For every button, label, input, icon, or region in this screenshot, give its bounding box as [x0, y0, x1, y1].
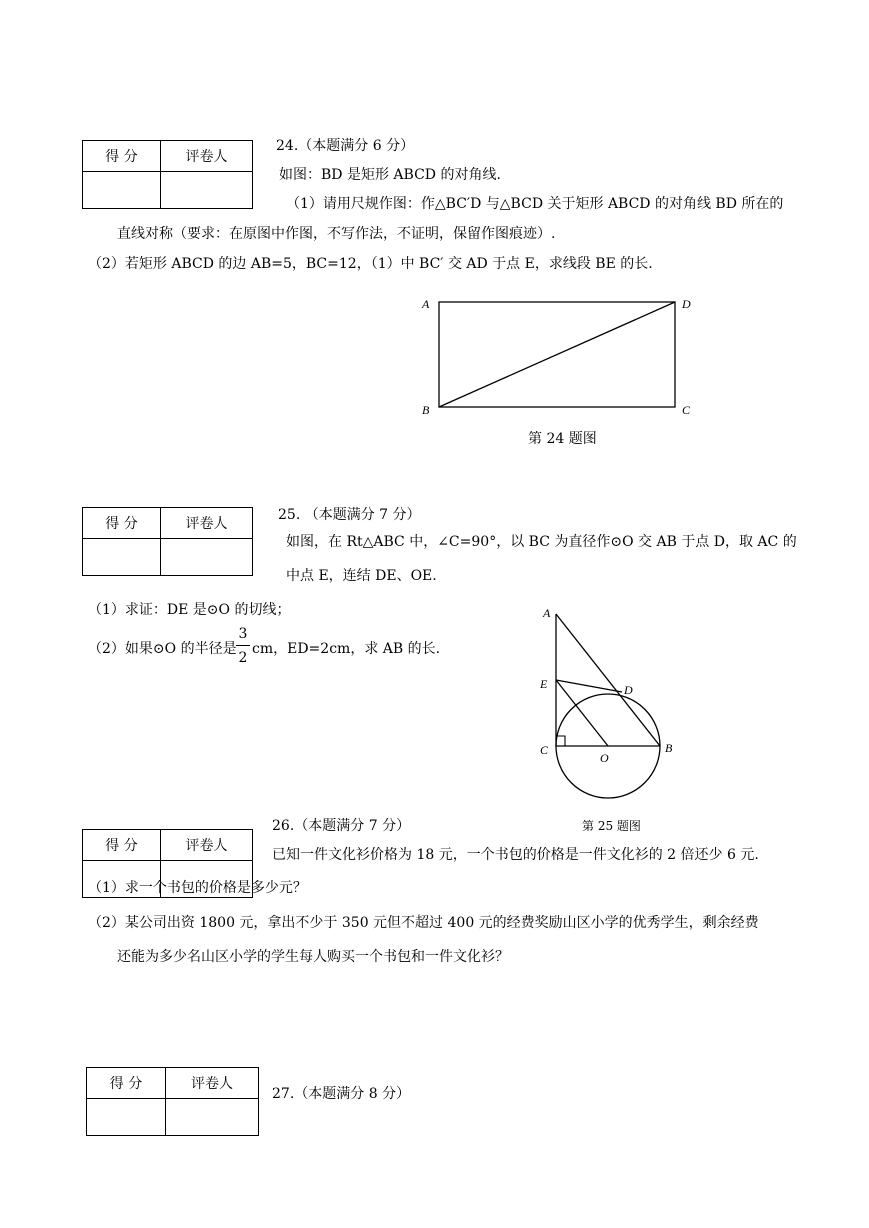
point-label-e: E	[540, 677, 548, 691]
point-label-o: O	[600, 751, 609, 765]
q24-header: 24.（本题满分 6 分）	[276, 138, 415, 154]
q25-part1: （1）求证：DE 是⊙O 的切线；	[88, 602, 291, 618]
grader-cell[interactable]	[161, 539, 253, 576]
point-label-d: D	[682, 297, 691, 311]
score-cell[interactable]	[83, 539, 161, 576]
fraction-bar	[236, 645, 250, 646]
score-header: 得 分	[83, 141, 161, 172]
fraction-denominator: 2	[238, 650, 248, 666]
q25-part2-post: cm，ED=2cm，求 AB 的长.	[252, 641, 441, 657]
score-header: 得 分	[83, 830, 161, 861]
score-header: 得 分	[87, 1068, 166, 1099]
score-header: 得 分	[83, 508, 161, 539]
q25-line1: 如图，在 Rt△ABC 中，∠C=90°，以 BC 为直径作⊙O 交 AB 于点 D，取 AC 的	[286, 534, 797, 550]
point-label-b: B	[665, 741, 673, 755]
fraction-numerator: 3	[238, 626, 248, 642]
point-label-b: B	[422, 403, 430, 417]
q24-line4: （2）若矩形 ABCD 的边 AB=5，BC=12，（1）中 BC′ 交 AD 于点 E，求线段 BE 的长.	[88, 256, 653, 272]
diagonal-bd	[439, 302, 675, 407]
point-label-a: A	[422, 297, 430, 311]
grader-header: 评卷人	[166, 1068, 259, 1099]
score-table-q24	[82, 140, 253, 209]
q25-figure	[530, 600, 690, 810]
grader-header: 评卷人	[161, 830, 253, 861]
q26-line1: 已知一件文化衫价格为 18 元，一个书包的价格是一件文化衫的 2 倍还少 6 元.	[272, 847, 759, 863]
q24-figure	[410, 290, 710, 450]
score-table-q25	[82, 507, 253, 576]
point-label-a: A	[543, 606, 551, 620]
q25-figure-caption: 第 25 题图	[582, 819, 641, 833]
q26-part2-line1: （2）某公司出资 1800 元，拿出不少于 350 元但不超过 400 元的经费奖励山区小学的优秀学生，剩余经费	[88, 915, 759, 931]
point-label-c: C	[682, 403, 691, 417]
q24-line3: 直线对称（要求：在原图中作图，不写作法，不证明，保留作图痕迹）.	[117, 226, 556, 242]
q24-line2: （1）请用尺规作图：作△BC′D 与△BCD 关于矩形 ABCD 的对角线 BD 所在的	[286, 196, 784, 212]
grader-cell[interactable]	[161, 172, 253, 209]
q24-line1: 如图：BD 是矩形 ABCD 的对角线.	[279, 167, 501, 183]
grader-cell[interactable]	[166, 1099, 259, 1136]
q26-part1: （1）求一个书包的价格是多少元？	[88, 880, 307, 896]
q25-header: 25. （本题满分 7 分）	[278, 507, 421, 523]
score-cell[interactable]	[83, 172, 161, 209]
point-label-d: D	[624, 683, 633, 697]
q26-part2-line2: 还能为多少名山区小学的学生每人购买一个书包和一件文化衫？	[117, 949, 509, 965]
q27-header: 27.（本题满分 8 分）	[272, 1086, 411, 1102]
score-cell[interactable]	[87, 1099, 166, 1136]
segment-ab	[556, 614, 660, 746]
q26-header: 26.（本题满分 7 分）	[272, 818, 411, 834]
q25-part2-pre: （2）如果⊙O 的半径是	[88, 641, 237, 657]
point-label-c: C	[540, 743, 549, 757]
q24-figure-caption: 第 24 题图	[528, 431, 597, 447]
grader-header: 评卷人	[161, 508, 253, 539]
q25-line2: 中点 E，连结 DE、OE.	[286, 568, 437, 584]
score-table-q27	[86, 1067, 259, 1136]
grader-header: 评卷人	[161, 141, 253, 172]
